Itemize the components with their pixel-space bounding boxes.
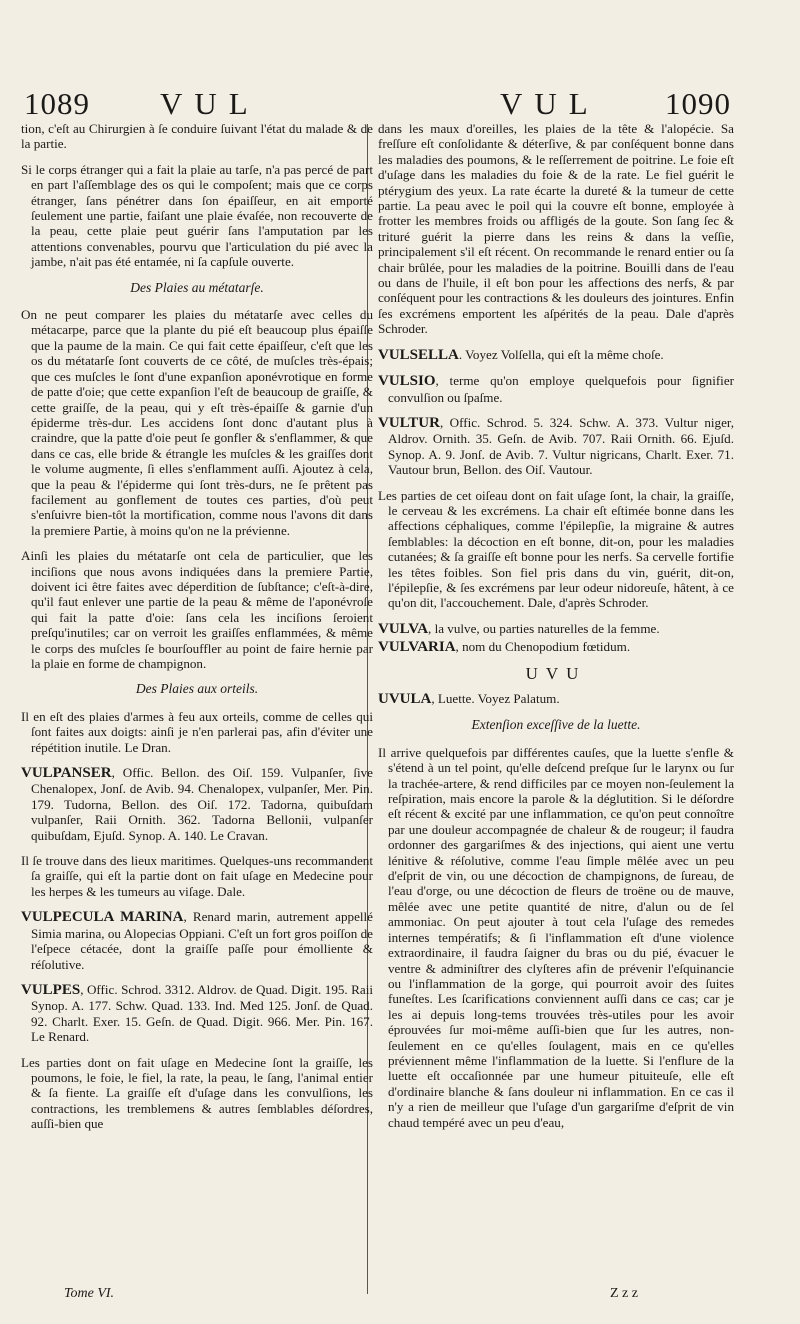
dictionary-entry bbox=[21, 765, 373, 843]
entry-text: , Offic. Bellon. des Oiſ. 159. Vulpanſer, ſive Chenalopex, Jonſ. de Avib. 94. Chenalopex, vulpanſer, Mer. Pin. 179. Tudorna, Bellon. des Oiſ. 172. Tadorna, quibuſdam vulpanſer, Raii Ornith. 362. Tadorna Bellonii, vulpanſer quibuſdam, Ejuſd. Synop. A. 140. Le Cravan. bbox=[31, 765, 373, 843]
dictionary-entry bbox=[378, 415, 734, 478]
paragraph: tion, c'eſt au Chirurgien à ſe conduire ſuivant l'état du malade & de la partie. bbox=[21, 121, 373, 152]
dictionary-entry bbox=[21, 982, 373, 1045]
entry-term: VULPECULA MARINA bbox=[21, 909, 184, 926]
paragraph: Il arrive quelquefois par différentes cauſes, que la luette s'enfle & s'étend à un tel point, qu'elle deſcend preſque ſur le larynx ou ſur la trachée-artere, & rend difficiles par ce moyen non-ſeulement la reſpiration, mais encore la parole & la déglutition. Si le déſordre eſt récent & excité par une inflammation, ce qu'on peut connoître par une douleur accompagnée de chaleur & de rougeur; il faudra ordonner des gargariſmes & des injections, qui aient une vertu lénitive & réſolutive, comme l'eau ſimple mêlée avec un peu d'eſprit de vin, ou une décoction de champignons, de ſureau, de l'eau d'orge, ou une décoction de fleurs de troëne ou de mauve, mêlée avec une petite quantité de nitre, d'alun ou de ſel ammoniac. On peut ajouter à tout cela l'uſage des remedes internes températifs; & ſi l'inflammation eſt d'une violence extraordinaire, il faudra ſaigner du bras ou du pié, évacuer le ventre & adminiſtrer des clyſteres afin de prévenir l'eſquinancie ou l'inflammation de la gorge, qui pourroit avoir des ſuites funeſtes. Les ſcarifications conviennent auſſi dans ce cas; car je les ai depuis long-tems trouvées très-utiles pour les avoir éprouvées ſur moi-même auſſi-bien que ſur les autres, non-ſeulement en ce qu'elles ſoulagent, mais en ce qu'elles préviennent même l'inflammation de la luette. Si l'enflure de la luette eſt occaſionnée par une humeur pituiteuſe, elle eſt d'ordinaire blanche & ſans douleur ni inflammation. En ce cas il n'y a rien de meilleur que l'uſage d'un gargariſme d'eſprit de vin chaud tempéré avec un peu d'eau, bbox=[378, 744, 734, 1130]
right-running-head: VUL bbox=[500, 86, 600, 121]
left-running-head: VUL bbox=[160, 86, 260, 121]
entry-text: , Renard marin, autrement appellé Simia marina, ou Alopecias Oppiani. C'eſt un fort gros poiſſon de l'eſpece cétacée, dont la graiſſe paſſe pour émolliente & réſolutive. bbox=[31, 909, 373, 972]
dictionary-entry bbox=[378, 347, 734, 363]
dictionary-entry bbox=[378, 373, 734, 405]
dictionary-entry bbox=[378, 691, 734, 707]
entry-text: , Offic. Schrod. 3312. Aldrov. de Quad. Digit. 195. Raii Synop. A. 177. Schw. Quad. 133. Ind. Med 125. Jonſ. de Quad. 92. Charlt. Exer. 15. Geſn. de Quad. Digit. 966. Mer. Pin. 167. Le Renard. bbox=[31, 981, 373, 1045]
entry-text: , nom du Chenopodium fœtidum. bbox=[455, 639, 631, 655]
entry-text: , la vulve, ou parties naturelles de la femme. bbox=[428, 620, 660, 636]
paragraph: Il ſe trouve dans des lieux maritimes. Quelques-uns recommandent ſa graiſſe, qui eſt la partie dont on fait uſage en Medecine pour les herpes & les tumeurs au viſage. Dale. bbox=[21, 853, 373, 899]
paragraph: Il en eſt des plaies d'armes à feu aux orteils, comme de celles qui ſont faites aux doigts: ainſi je n'en parlerai pas, afin d'éviter une répétition inutile. Le Dran. bbox=[21, 708, 373, 755]
section-heading: UVU bbox=[525, 663, 587, 683]
paragraph: Les parties de cet oiſeau dont on fait uſage ſont, la chair, la graiſſe, le cerveau & les excrémens. La chair eſt eſtimée bonne dans les affections céphaliques, comme l'épilepſie, la migraine & autres ſemblables: la décoction en eſt bonne, dit-on, pour les maladies cutanées; & ſa graiſſe eſt bonne pour les nerfs. Sa cervelle fortifie les têtes foibles. Son fiel pris dans du vin, guérit, dit-on, l'épilepſie, & ſes excrémens par leur odeur nidoreuſe, hâtent, à ce qu'on dit, l'accouchement. Dale, d'après Schroder. bbox=[378, 487, 734, 611]
right-column bbox=[378, 121, 734, 1140]
entry-text: , terme qu'on employe quelquefois pour ſignifier convulſion ou ſpaſme. bbox=[388, 373, 734, 405]
entry-term: VULTUR bbox=[378, 414, 440, 431]
volume-label: Tome VI. bbox=[64, 1286, 115, 1301]
paragraph: Si le corps étranger qui a fait la plaie au tarſe, n'a pas percé de part en part l'aſſemblage des os qui le compoſent; mais que ce corps étranger, ſans pénétrer dans ſon épaiſſeur, en ait emporté ſeulement une partie, faiſant une plaie évaſée, non recouverte de la peau, cette plaie peut guérir ſans l'amputation par les attentions convenables, pourvu que l'articulation du pié avec la jambe, n'ait pas été entamée, ni ſa capſule ouverte. bbox=[21, 161, 373, 270]
entry-text: , Luette. Voyez Palatum. bbox=[431, 691, 560, 706]
subheading: Des Plaies au métatarſe. bbox=[130, 279, 264, 295]
left-column bbox=[21, 121, 373, 1142]
entry-term: VULVA bbox=[378, 620, 429, 637]
dictionary-entry bbox=[378, 639, 734, 655]
subheading: Des Plaies aux orteils. bbox=[135, 681, 259, 697]
entry-text: , Offic. Schrod. 5. 324. Schw. A. 373. Vultur niger, Aldrov. Ornith. 35. Geſn. de Avib. 707. Raii Ornith. 66. Ejuſd. Synop. A. 9. Jonſ. de Avib. 7. Vultur nigricans, Charlt. Exer. 71. Vautour brun, Bellon. des Oiſ. Vautour. bbox=[388, 414, 734, 478]
entry-term: VULSIO bbox=[378, 373, 436, 390]
entry-term: VULPANSER bbox=[21, 765, 112, 782]
left-page-number: 1089 bbox=[24, 86, 90, 121]
signature-mark: Z z z bbox=[610, 1286, 638, 1301]
entry-term: VULPES bbox=[21, 981, 81, 998]
dictionary-entry bbox=[378, 621, 734, 637]
dictionary-entry bbox=[21, 909, 373, 972]
entry-text: . Voyez Volſella, qui eſt la même choſe. bbox=[458, 346, 664, 362]
paragraph: dans les maux d'oreilles, les plaies de la tête & l'alopécie. Sa freſſure eſt conſolidante & déterſive, & par conſéquent bonne dans les maladies des poumons, & le reſſerrement de poitrine. Le foie eſt d'uſage dans les maladies du foie & de la rate. Le fiel guérit le ptérygium des yeux. La rate écarte la dureté & la tumeur de cette partie. La peau avec le poil qui la couvre eſt bonne, employée à frotter les membres froids ou affligés de la goute. Son ſang ſec & trituré guérit la pierre dans les reins & dans la veſſie, principalement s'il eſt récent. On recommande le renard entier ou ſa chair brûlée, pour les maladies de la poitrine. Bouilli dans de l'eau ou dans de l'huile, il eſt bon pour les affections des nerfs, & par conſéquent pour les contractions & les douleurs des jointures. Enfin ſes excrémens emportent les aſpérités de la peau. Dale d'après Schroder. bbox=[378, 121, 734, 337]
entry-term: VULVARIA bbox=[378, 639, 456, 656]
entry-term: UVULA bbox=[378, 691, 432, 707]
paragraph: On ne peut comparer les plaies du métatarſe avec celles du métacarpe, parce que la plante du pié eſt beaucoup plus épaiſſe que la paume de la main. Ce qui fait cette épaiſſeur, c'eſt que les os du métatarſe ſont couverts de ce côté, de muſcles très-épais; que ces muſcles le ſont d'une expanſion aponévrotique en forme de patte d'oie; que cette expanſion l'eſt de beaucoup de graiſſe, & cette graiſſe, de la peau, qui y eſt très-épaiſſe & garnie d'un épiderme très-dur. Les accidens ſont donc d'autant plus à craindre, que la patte d'oie peut ſe gonfler & s'enflammer, & que dans ce cas, elle bride & étrangle les muſcles & les graiſſes dont le volume augmente, ſi elles s'enflamment auſſi. Ajoutez à cela, que la peau & l'épiderme qui ſont très-durs, ne ſe prêtent pas facilement au gonflement de toutes ces parties, d'où peut s'enſuivre bien-tôt la mortification, comme nous l'avons dit dans la premiere Partie, à moins qu'on ne la prévienne. bbox=[21, 307, 373, 538]
paragraph: Ainſi les plaies du métatarſe ont cela de particulier, que les inciſions que nous avons indiquées dans la premiere Partie, doivent ici être faites avec déperdition de ſubſtance; c'eſt-à-dire, qu'il faut enlever une partie de la peau & même de l'aponévroſe qui fait la patte d'oie: ſans cela les inciſions ſeroient preſqu'inutiles; car on verroit les graiſſes enflammées, & même le corps des muſcles ſe bourſouffler au point de faire hernie par la plaie en forme de champignon. bbox=[21, 548, 373, 671]
right-page-number: 1090 bbox=[665, 86, 731, 121]
paragraph: Les parties dont on fait uſage en Medecine ſont la graiſſe, les poumons, le foie, le fiel, la rate, la peau, le ſang, l'animal entier & ſa fiente. La graiſſe eſt d'uſage dans les convulſions, les contractions, les tremblemens & autres ſemblables déſordres, auſſi-bien que bbox=[21, 1054, 373, 1132]
entry-term: VULSELLA bbox=[378, 346, 459, 363]
subheading: Extenſion exceſſive de la luette. bbox=[471, 717, 641, 733]
